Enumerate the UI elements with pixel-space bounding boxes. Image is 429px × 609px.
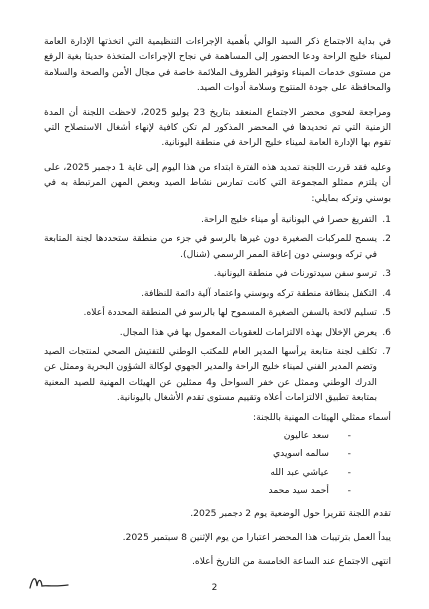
item-text: التكفل بنظافة منطقة تركه وبوسني واعتماد آلية دائمة للنظافة. (141, 287, 377, 299)
report-line: تقدم اللجنة تقريرا حول الوضعية يوم 2 دجمبر 2025. (190, 507, 391, 519)
item-number: 5. (382, 307, 391, 319)
member-name: عياشي عبد الله (270, 466, 329, 478)
commitments-list (44, 212, 391, 405)
members-heading: أسماء ممثلي الهيئات المهنية باللجنة: (253, 411, 391, 423)
list-item (44, 325, 391, 340)
item-text: يعرض الإخلال بهذه الالتزامات للعقوبات المعمول بها في هذا المجال. (119, 326, 377, 338)
member-dash: - (347, 448, 351, 460)
list-item (44, 286, 391, 301)
item-number: 4. (382, 287, 391, 299)
item-number: 3. (382, 268, 391, 280)
list-item (44, 231, 391, 262)
member-item (44, 428, 351, 443)
item-number: 1. (382, 214, 391, 226)
member-name: أحمد سيد محمد (268, 485, 329, 497)
members-list (44, 428, 391, 499)
list-item (44, 344, 391, 406)
item-number: 7. (382, 345, 391, 357)
item-text: يسمح للمركبات الصغيرة دون غيرها بالرسو في جزء من منطقة ستحددها لجنة المتابعة في تركه وبوسني دون إعاقة الممر الرسمي (شنال). (44, 233, 377, 260)
decision-paragraph: وعليه فقد قررت اللجنة تمديد هذه الفترة ابتداء من هذا اليوم إلى غاية 1 دجمبر 2025، على أن يلتزم ممثلو المجموعة التي كانت تمارس نشاط الصيد وبعض المهن المرتبطة به في بوسني وتركه بمايلي: (44, 161, 392, 204)
member-name: سعد عاليون (283, 429, 329, 441)
member-dash: - (347, 485, 351, 497)
member-dash: - (347, 466, 351, 478)
end-line: انتهى الاجتماع عند الساعة الخامسة من التاريخ أعلاه. (191, 556, 391, 568)
page-number: 2 (211, 583, 218, 593)
start-line: يبدأ العمل بترتيبات هذا المحضر اعتبارا من يوم الإثنين 8 سبتمبر 2025. (122, 531, 391, 543)
item-text: التفريغ حصرا في اليونانية أو ميناء خليج الراحة. (200, 214, 377, 226)
intro-paragraph: في بداية الاجتماع ذكر السيد الوالي بأهمية الإجراءات التنظيمية التي اتخذتها الإدارة العامة لميناء خليج الراحة ودعا الحضور إلى المساهمة في نجاح الإجراءات المتخذة حديثا بغية الرفع من مستوى خدمات الميناء وتوفير الظروف الملائمة خاصة في مجال الأمن والصحة والسلامة والمحافظة على جودة المنتوج وسلامة أدوات الصيد. (44, 36, 391, 94)
member-name: سالمه اسويدي (272, 448, 329, 460)
item-number: 2. (382, 233, 391, 245)
list-item (44, 305, 391, 320)
item-text: تكلف لجنة متابعة يرأسها المدير العام للمكتب الوطني للتفتيش الصحي لمنتجات الصيد وتضم المدير الفني لميناء خليج الراحة والمدير الجهوي لوكالة الشؤون البحرية وممثل عن الدرك الوطني وممثل عن خفر السواحل و4 ممثلين عن الهيئات المهنية للصيد المعنية بمتابعة تطبيق الالتزامات أعلاه وتقييم مستوى تقدم الأشغال باليونانية. (44, 345, 377, 404)
review-paragraph: ومراجعة لفحوى محضر الاجتماع المنعقد بتاريخ 23 يوليو 2025، لاحظت اللجنة أن المدة الزمنية التي تم تحديدها في المحضر المذكور لم تكن كافية لإنهاء أشغال الاستصلاح التي تقوم بها الإدارة العامة لميناء خليج الراحة في منطقة اليونانية. (44, 106, 391, 149)
member-item (44, 483, 351, 498)
item-number: 6. (382, 326, 391, 338)
list-item (44, 212, 391, 227)
member-item (44, 446, 351, 461)
item-text: تسليم لائحة بالسفن الصغيرة المسموح لها بالرسو في المنطقة المحددة أعلاه. (83, 307, 377, 319)
item-text: ترسو سفن سيدتورنات في منطقة اليونانية. (213, 268, 377, 280)
member-item (44, 465, 351, 480)
list-item (44, 266, 391, 281)
member-dash: - (347, 429, 351, 441)
